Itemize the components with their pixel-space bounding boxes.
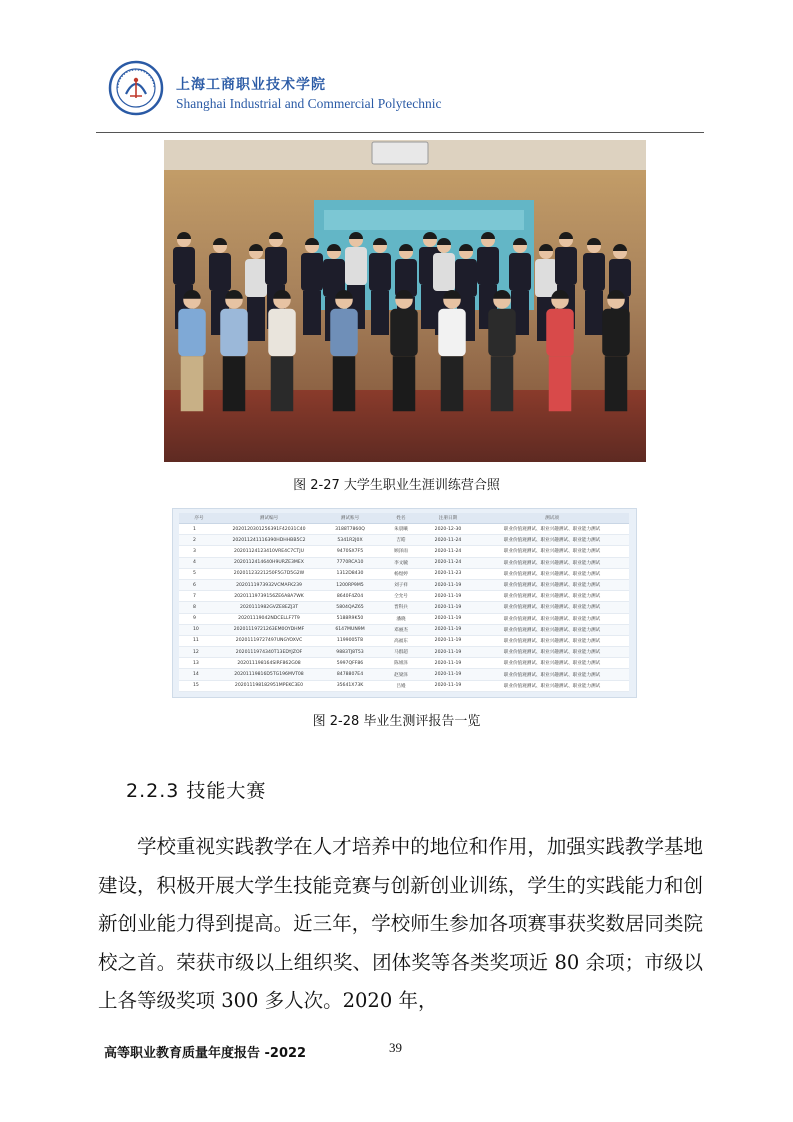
table-row [179, 613, 629, 624]
table-cell: 2020-11-24 [421, 535, 475, 546]
table-header-row [179, 513, 629, 524]
table-cell: 2020120301256391F42031C40 [219, 524, 319, 535]
table-cell: 高福东 [381, 635, 421, 646]
table-cell: 朱晨曦 [381, 524, 421, 535]
table-cell: 晋科兵 [381, 602, 421, 613]
table-cell: 1312D8430 [319, 568, 381, 579]
header-divider [96, 132, 704, 133]
table-cell: 5804QAZ65 [319, 602, 381, 613]
table-cell: 职业价值观测试、职业兴趣测试、职业能力测试 [475, 602, 629, 613]
table-cell: 吕嫚 [381, 680, 421, 691]
table-cell: 赵梁泽 [381, 669, 421, 680]
table-row [179, 658, 629, 669]
table-cell: 13 [179, 658, 219, 669]
table-cell: 5997QFF86 [319, 658, 381, 669]
table-cell: 5341R2J0X [319, 535, 381, 546]
table-cell: 刘子祥 [381, 579, 421, 590]
table-cell: 20201119816D5TG196MVT08 [219, 669, 319, 680]
table-row [179, 647, 629, 658]
table-cell: 2020-11-19 [421, 579, 475, 590]
table-cell: 马群超 [381, 647, 421, 658]
table-cell: 3188T7860Q [319, 524, 381, 535]
table-header-cell: 测试账号 [319, 513, 381, 524]
table-cell: 20201119739156ZE6A8A7WK [219, 591, 319, 602]
school-seal-logo [108, 60, 164, 116]
table-cell: 8 [179, 602, 219, 613]
table-cell: 202011198182951MPEKC3E0 [219, 680, 319, 691]
table-cell: 2020-11-19 [421, 635, 475, 646]
table-cell: 2020-12-30 [421, 524, 475, 535]
table-cell: 6 [179, 579, 219, 590]
table-cell: 职业价值观测试、职业兴趣测试、职业能力测试 [475, 579, 629, 590]
table-body [179, 524, 629, 692]
table-cell: 11 [179, 635, 219, 646]
table-cell: 陈姐泽 [381, 658, 421, 669]
table-header-cell: 序号 [179, 513, 219, 524]
table-header-cell: 测试项 [475, 513, 629, 524]
table-cell: 15 [179, 680, 219, 691]
table-cell: 2020-11-23 [421, 568, 475, 579]
table-row [179, 669, 629, 680]
table-cell: 职业价值观测试、职业兴趣测试、职业能力测试 [475, 568, 629, 579]
table-cell: 2020-11-19 [421, 613, 475, 624]
table-cell: 2020111982GVZE8EZJ3T [219, 602, 319, 613]
table-cell: 2020-11-19 [421, 647, 475, 658]
table-cell: 20201119721263EM0OYDHMF [219, 624, 319, 635]
table-cell: 6147MUN9M [319, 624, 381, 635]
school-name-en: Shanghai Industrial and Commercial Polytechnic [176, 96, 442, 111]
table-row [179, 568, 629, 579]
table-cell: 2020-11-19 [421, 602, 475, 613]
table-cell: 12 [179, 647, 219, 658]
table-cell: 20201119727497UNGYOXVC [219, 635, 319, 646]
table-row [179, 624, 629, 635]
table-cell: 潘晓 [381, 613, 421, 624]
section-heading: 2.2.3 技能大赛 [126, 780, 267, 802]
table-cell: 1199005T8 [319, 635, 381, 646]
table-cell: 职业价值观测试、职业兴趣测试、职业能力测试 [475, 635, 629, 646]
table-cell: 8640F4Z04 [319, 591, 381, 602]
table-cell: 职业价值观测试、职业兴趣测试、职业能力测试 [475, 669, 629, 680]
table-cell: 职业价值观测试、职业兴趣测试、职业能力测试 [475, 658, 629, 669]
table-cell: 202011198164SIRF862G08 [219, 658, 319, 669]
table-row [179, 602, 629, 613]
table-cell: 9883TJ8T53 [319, 647, 381, 658]
table-cell: 职业价值观测试、职业兴趣测试、职业能力测试 [475, 535, 629, 546]
footer-report-title: 高等职业教育质量年度报告 -2022 [104, 1046, 307, 1061]
table-cell: 5188R9K50 [319, 613, 381, 624]
table-cell: 8478807E4 [319, 669, 381, 680]
table-cell: 7 [179, 591, 219, 602]
table-row [179, 524, 629, 535]
table-cell: 职业价值观测试、职业兴趣测试、职业能力测试 [475, 613, 629, 624]
table-header-cell: 测试编号 [219, 513, 319, 524]
school-name-cn: 上海工商职业技术学院 [176, 77, 326, 93]
table-cell: 吉皓 [381, 535, 421, 546]
table-cell: 202011241116390HDHHBB5C2 [219, 535, 319, 546]
table-cell: 14 [179, 669, 219, 680]
table-row [179, 635, 629, 646]
table-cell: 5 [179, 568, 219, 579]
table-cell: 20201119042NDCELLF7T9 [219, 613, 319, 624]
table-cell: 2020-11-19 [421, 624, 475, 635]
table-header-cell: 注册日期 [421, 513, 475, 524]
table-row [179, 579, 629, 590]
page-number: 39 [389, 1040, 402, 1055]
table-cell: 2020111974340T13EDYJZOF [219, 647, 319, 658]
table-cell: 职业价值观测试、职业兴趣测试、职业能力测试 [475, 591, 629, 602]
table-cell: 9 [179, 613, 219, 624]
table-row [179, 535, 629, 546]
table-cell: 杨煜婷 [381, 568, 421, 579]
figure-caption-2-28: 图 2-28 毕业生测评报告一览 [312, 714, 481, 729]
table-cell: 1 [179, 524, 219, 535]
table-cell: 职业价值观测试、职业兴趣测试、职业能力测试 [475, 680, 629, 691]
table-cell: 9470SX7F5 [319, 546, 381, 557]
table-cell: 顾泽雨 [381, 546, 421, 557]
table-row [179, 557, 629, 568]
table-cell: 3 [179, 546, 219, 557]
table-cell: 2020-11-19 [421, 669, 475, 680]
table-cell: 2020-11-24 [421, 546, 475, 557]
table-cell: 2020112414640H9URZE3MEX [219, 557, 319, 568]
table-row [179, 680, 629, 691]
table-cell: 7770RCA10 [319, 557, 381, 568]
table-cell: 职业价值观测试、职业兴趣测试、职业能力测试 [475, 546, 629, 557]
table-cell: 2 [179, 535, 219, 546]
table-row [179, 546, 629, 557]
table-cell: 职业价值观测试、职业兴趣测试、职业能力测试 [475, 524, 629, 535]
table-cell: 职业价值观测试、职业兴趣测试、职业能力测试 [475, 624, 629, 635]
table-cell: 10 [179, 624, 219, 635]
report-table-screenshot [172, 508, 637, 698]
table-cell: 2020111973932VCMAFK239 [219, 579, 319, 590]
table-cell: 4 [179, 557, 219, 568]
table-cell: 职业价值观测试、职业兴趣测试、职业能力测试 [475, 647, 629, 658]
table-cell: 2020-11-19 [421, 591, 475, 602]
table-cell: 职业价值观测试、职业兴趣测试、职业能力测试 [475, 557, 629, 568]
figure-caption-2-27: 图 2-27 大学生职业生涯训练营合照 [293, 478, 500, 493]
table-cell: 2020-11-19 [421, 680, 475, 691]
table-cell: 35641X73K [319, 680, 381, 691]
table-row [179, 591, 629, 602]
table-cell: 20201124123410VRE4C7CTJU [219, 546, 319, 557]
graduate-assessment-table [179, 513, 629, 692]
table-cell: 20201123221250F5G7D5G2W [219, 568, 319, 579]
table-cell: 邓丽杰 [381, 624, 421, 635]
table-cell: 2020-11-24 [421, 557, 475, 568]
table-cell: 仝允号 [381, 591, 421, 602]
table-cell: 李文毓 [381, 557, 421, 568]
group-photo [164, 140, 646, 462]
body-paragraph: 学校重视实践教学在人才培养中的地位和作用，加强实践教学基地建设，积极开展大学生技能竞赛与创新创业训练，学生的实践能力和创新创业能力得到提高。近三年，学校师生参加各项赛事获奖数居同类院校之首。荣获市级以上组织奖、团体奖等各类奖项近 80 余项；市级以上各等级奖项 300 多人次。2020 年， [98, 835, 703, 1012]
table-header-cell: 姓名 [381, 513, 421, 524]
table-cell: 1200RP9M5 [319, 579, 381, 590]
table-cell: 2020-11-19 [421, 658, 475, 669]
